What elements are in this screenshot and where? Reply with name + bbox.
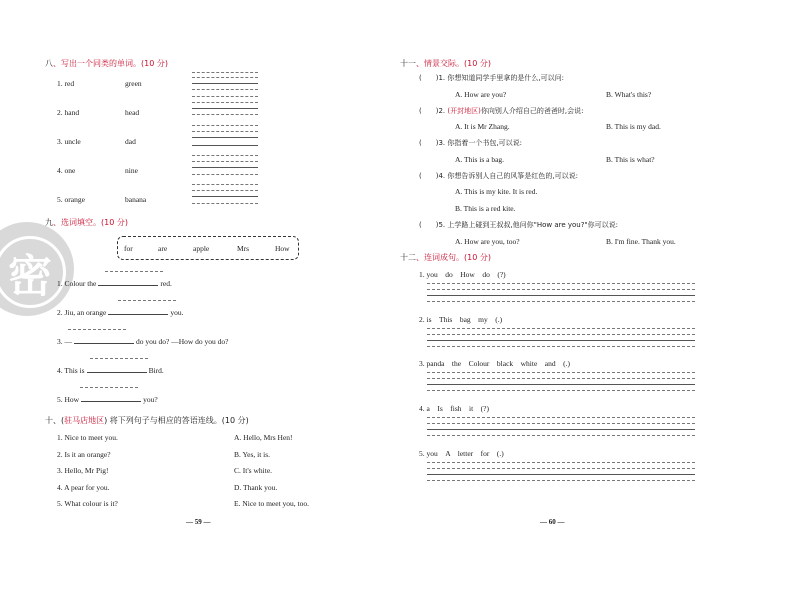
match-right-E[interactable]: E. Nice to meet you, too. <box>234 499 309 508</box>
sec11-q5-A[interactable]: A. How are you, too? <box>455 237 520 246</box>
match-left-4[interactable]: 4. A pear for you. <box>57 483 110 492</box>
section-8-title: 八、写出一个同类的单词。(10 分) <box>45 59 168 68</box>
sec11-q5-B[interactable]: B. I'm fine. Thank you. <box>606 237 676 246</box>
sec11-q3: ( )3. 你指着一个书包,可以说: <box>419 139 522 147</box>
sec8-w4: nine <box>125 166 138 175</box>
sec11-q1-A[interactable]: A. How are you? <box>455 90 507 99</box>
sec11-q4: ( )4. 你想告诉别人自己的风筝是红色的,可以说: <box>419 172 578 180</box>
sec11-q2: ( )2. (开封地区)你向别人介绍自己的爸爸时,会说: <box>419 107 584 115</box>
section-12-title: 十二、连词成句。(10 分) <box>400 253 491 262</box>
sec9-q1: 1. Colour the red. <box>57 279 172 288</box>
section-9-title: 九、选词填空。(10 分) <box>45 218 128 227</box>
sec11-q2-B[interactable]: B. This is my dad. <box>606 122 661 131</box>
sec11-q4-B[interactable]: B. This is a red kite. <box>455 204 516 213</box>
sec12-q1: 1. you do How do (?) <box>419 270 506 279</box>
word-bank-item: apple <box>193 244 210 253</box>
word-bank-item: How <box>275 244 290 253</box>
sec9-q5: 5. How you? <box>57 395 158 404</box>
sec9-q4: 4. This is Bird. <box>57 366 164 375</box>
sec11-q5: ( )5. 上学路上碰到王叔叔,他问你"How are you?"你可以说: <box>419 221 619 229</box>
match-right-C[interactable]: C. It's white. <box>234 466 273 475</box>
sec8-w5: banana <box>125 195 147 204</box>
fill-blank[interactable] <box>87 366 147 373</box>
match-right-B[interactable]: B. Yes, it is. <box>234 450 271 459</box>
fill-blank[interactable] <box>74 337 134 344</box>
page-number-right: — 60 — <box>540 518 565 526</box>
sec11-q1-B[interactable]: B. What's this? <box>606 90 652 99</box>
sec8-w3: dad <box>125 137 136 146</box>
sec8-q1: 1. red <box>57 79 75 88</box>
match-right-A[interactable]: A. Hello, Mrs Hen! <box>234 433 293 442</box>
sec8-q2: 2. hand <box>57 108 80 117</box>
word-bank-item: for <box>124 244 133 253</box>
sec8-q5: 5. orange <box>57 195 85 204</box>
sec11-q3-B[interactable]: B. This is what? <box>606 155 655 164</box>
secret-seal-watermark <box>0 222 74 316</box>
match-left-3[interactable]: 3. Hello, Mr Pig! <box>57 466 109 475</box>
word-bank-item: Mrs <box>237 244 250 253</box>
sec8-q3: 3. uncle <box>57 137 81 146</box>
match-left-5[interactable]: 5. What colour is it? <box>57 499 118 508</box>
sec12-q5: 5. you A letter for (.) <box>419 449 504 458</box>
sec11-q1: ( )1. 你想知道同学手里拿的是什么,可以问: <box>419 74 564 82</box>
sec11-q4-A[interactable]: A. This is my kite. It is red. <box>455 187 538 196</box>
sec9-q2: 2. Jiu, an orange you. <box>57 308 184 317</box>
page-number-left: — 59 — <box>186 518 211 526</box>
word-bank-item: are <box>158 244 168 253</box>
sec8-w1: green <box>125 79 142 88</box>
fill-blank[interactable] <box>98 279 158 286</box>
section-11-title: 十一、情景交际。(10 分) <box>400 59 491 68</box>
fill-blank[interactable] <box>81 395 141 402</box>
sec8-w2: head <box>125 108 140 117</box>
sec9-q3: 3. — do you do? —How do you do? <box>57 337 229 346</box>
sec11-q3-A[interactable]: A. This is a bag. <box>455 155 505 164</box>
seal-character: 密 <box>8 251 52 302</box>
match-right-D[interactable]: D. Thank you. <box>234 483 278 492</box>
match-left-1[interactable]: 1. Nice to meet you. <box>57 433 118 442</box>
sec11-q2-A[interactable]: A. It is Mr Zhang. <box>455 122 510 131</box>
sec12-q3: 3. panda the Colour black white and (.) <box>419 359 571 368</box>
match-left-2[interactable]: 2. Is it an orange? <box>57 450 111 459</box>
section-10-title: 十、(驻马店地区) 将下列句子与相应的答语连线。(10 分) <box>45 416 249 425</box>
sec12-q2: 2. is This bag my (.) <box>419 315 503 324</box>
sec8-q4: 4. one <box>57 166 76 175</box>
sec12-q4: 4. a Is fish it (?) <box>419 404 489 413</box>
fill-blank[interactable] <box>108 308 168 315</box>
